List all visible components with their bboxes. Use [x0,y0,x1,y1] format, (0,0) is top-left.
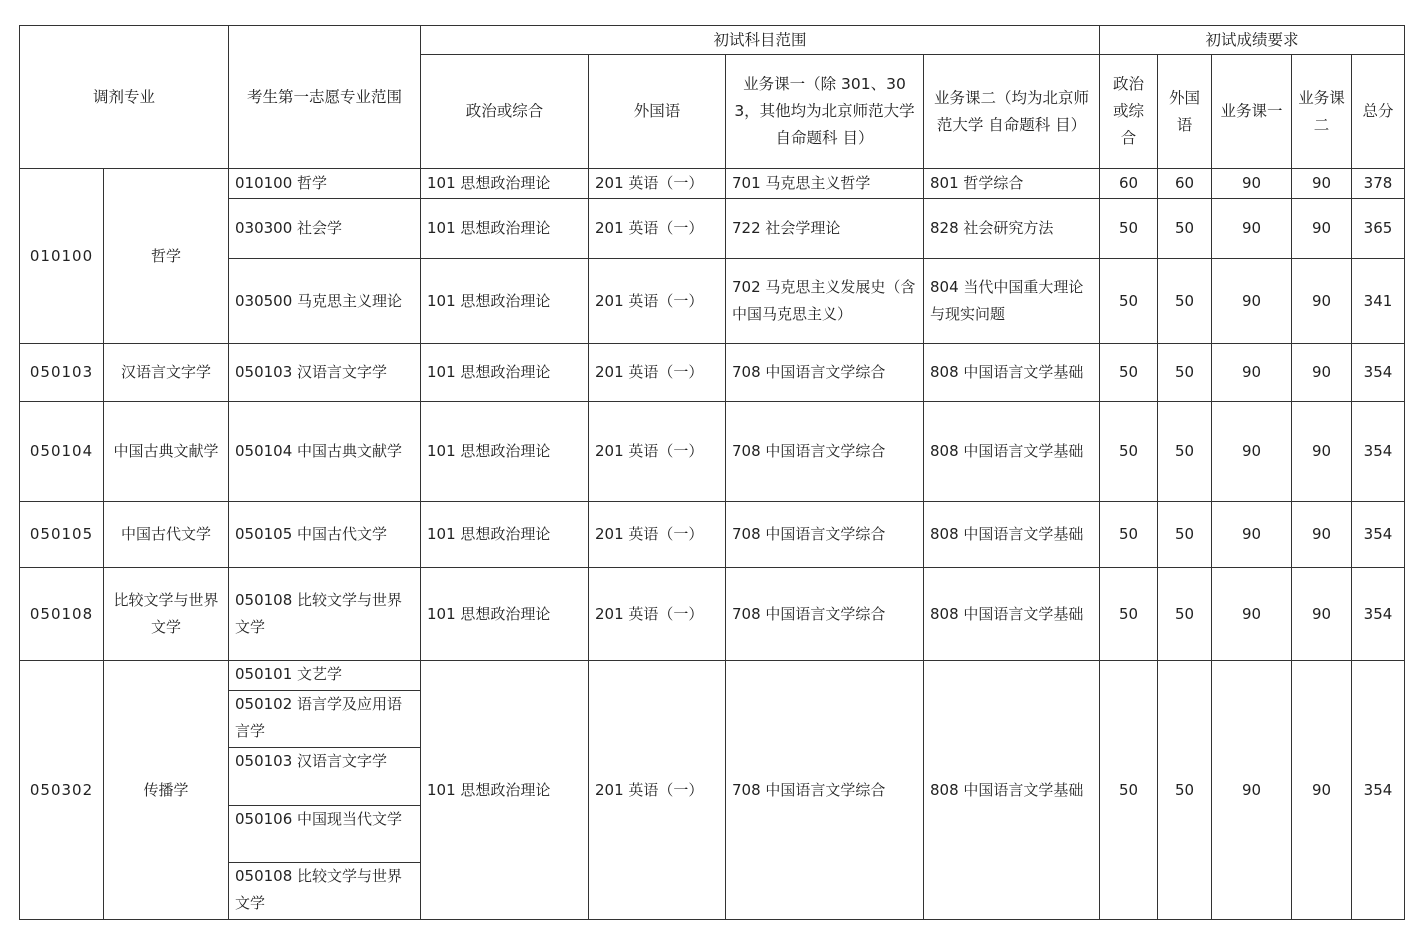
major-code: 050302 [20,661,104,920]
politics-subject: 101 思想政治理论 [421,169,589,199]
first-choice: 030500 马克思主义理论 [229,259,421,344]
score-total: 365 [1352,199,1405,259]
header-major: 调剂专业 [20,26,229,169]
course2-subject: 808 中国语言文学基础 [924,502,1100,568]
score-foreign: 50 [1158,568,1212,661]
table-row [20,169,1405,199]
table-row [20,344,1405,402]
score-course2: 90 [1292,661,1352,920]
score-politics: 50 [1100,661,1158,920]
score-total: 378 [1352,169,1405,199]
politics-subject: 101 思想政治理论 [421,402,589,502]
politics-subject: 101 思想政治理论 [421,199,589,259]
first-choice: 050108 比较文学与世界文学 [229,568,421,661]
politics-subject: 101 思想政治理论 [421,502,589,568]
foreign-subject: 201 英语（一） [589,169,726,199]
header-scores-group: 初试成绩要求 [1100,26,1405,55]
score-course1: 90 [1212,502,1292,568]
table-row [20,402,1405,502]
first-choice: 050106 中国现当代文学 [229,806,421,863]
score-foreign: 50 [1158,402,1212,502]
score-course1: 90 [1212,259,1292,344]
score-politics: 50 [1100,502,1158,568]
table-row [20,661,1405,691]
score-foreign: 50 [1158,344,1212,402]
score-total: 354 [1352,344,1405,402]
header-first-choice: 考生第一志愿专业范围 [229,26,421,169]
politics-subject: 101 思想政治理论 [421,661,589,920]
score-course1: 90 [1212,402,1292,502]
table-row [20,502,1405,568]
course1-subject: 708 中国语言文学综合 [726,568,924,661]
score-course2: 90 [1292,568,1352,661]
score-total: 354 [1352,661,1405,920]
course2-subject: 801 哲学综合 [924,169,1100,199]
major-name: 比较文学与世界文学 [104,568,229,661]
score-politics: 50 [1100,402,1158,502]
major-code: 010100 [20,169,104,344]
course2-subject: 808 中国语言文学基础 [924,344,1100,402]
first-choice: 050103 汉语言文字学 [229,344,421,402]
course1-subject: 701 马克思主义哲学 [726,169,924,199]
score-course1: 90 [1212,661,1292,920]
table-row [20,568,1405,661]
foreign-subject: 201 英语（一） [589,661,726,920]
first-choice: 050102 语言学及应用语言学 [229,691,421,748]
score-foreign: 50 [1158,259,1212,344]
course2-subject: 808 中国语言文学基础 [924,568,1100,661]
header-score-course1: 业务课一 [1212,55,1292,169]
course1-subject: 722 社会学理论 [726,199,924,259]
score-course1: 90 [1212,568,1292,661]
score-total: 341 [1352,259,1405,344]
foreign-subject: 201 英语（一） [589,344,726,402]
score-course2: 90 [1292,402,1352,502]
major-name: 汉语言文字学 [104,344,229,402]
course2-subject: 808 中国语言文学基础 [924,402,1100,502]
score-course1: 90 [1212,199,1292,259]
course2-subject: 804 当代中国重大理论与现实问题 [924,259,1100,344]
score-total: 354 [1352,502,1405,568]
first-choice: 050101 文艺学 [229,661,421,691]
header-politics: 政治或综合 [421,55,589,169]
score-foreign: 60 [1158,169,1212,199]
score-course1: 90 [1212,344,1292,402]
course1-subject: 702 马克思主义发展史（含中国马克思主义） [726,259,924,344]
first-choice: 050104 中国古典文献学 [229,402,421,502]
score-course2: 90 [1292,199,1352,259]
score-politics: 50 [1100,259,1158,344]
header-score-foreign: 外国语 [1158,55,1212,169]
foreign-subject: 201 英语（一） [589,402,726,502]
foreign-subject: 201 英语（一） [589,502,726,568]
politics-subject: 101 思想政治理论 [421,259,589,344]
major-code: 050108 [20,568,104,661]
first-choice: 050103 汉语言文字学 [229,748,421,806]
header-course1: 业务课一（除 301、303，其他均为北京师范大学自命题科 目） [726,55,924,169]
foreign-subject: 201 英语（一） [589,199,726,259]
score-course2: 90 [1292,344,1352,402]
first-choice: 010100 哲学 [229,169,421,199]
score-total: 354 [1352,402,1405,502]
major-name: 哲学 [104,169,229,344]
major-name: 中国古代文学 [104,502,229,568]
course1-subject: 708 中国语言文学综合 [726,502,924,568]
major-code: 050105 [20,502,104,568]
header-subjects-group: 初试科目范围 [421,26,1100,55]
foreign-subject: 201 英语（一） [589,568,726,661]
admission-requirements-table [19,25,1405,920]
course1-subject: 708 中国语言文学综合 [726,402,924,502]
score-politics: 50 [1100,344,1158,402]
score-foreign: 50 [1158,502,1212,568]
politics-subject: 101 思想政治理论 [421,568,589,661]
header-score-course2: 业务课二 [1292,55,1352,169]
first-choice: 050108 比较文学与世界文学 [229,863,421,920]
header-score-politics: 政治或综合 [1100,55,1158,169]
score-foreign: 50 [1158,661,1212,920]
major-name: 传播学 [104,661,229,920]
score-course2: 90 [1292,502,1352,568]
course2-subject: 828 社会研究方法 [924,199,1100,259]
first-choice: 050105 中国古代文学 [229,502,421,568]
header-foreign: 外国语 [589,55,726,169]
course1-subject: 708 中国语言文学综合 [726,661,924,920]
foreign-subject: 201 英语（一） [589,259,726,344]
first-choice: 030300 社会学 [229,199,421,259]
score-course1: 90 [1212,169,1292,199]
score-politics: 50 [1100,199,1158,259]
major-code: 050103 [20,344,104,402]
score-course2: 90 [1292,169,1352,199]
score-total: 354 [1352,568,1405,661]
score-course2: 90 [1292,259,1352,344]
header-score-total: 总分 [1352,55,1405,169]
score-foreign: 50 [1158,199,1212,259]
score-politics: 60 [1100,169,1158,199]
score-politics: 50 [1100,568,1158,661]
politics-subject: 101 思想政治理论 [421,344,589,402]
major-code: 050104 [20,402,104,502]
header-course2: 业务课二（均为北京师范大学 自命题科 目） [924,55,1100,169]
course2-subject: 808 中国语言文学基础 [924,661,1100,920]
major-name: 中国古典文献学 [104,402,229,502]
course1-subject: 708 中国语言文学综合 [726,344,924,402]
